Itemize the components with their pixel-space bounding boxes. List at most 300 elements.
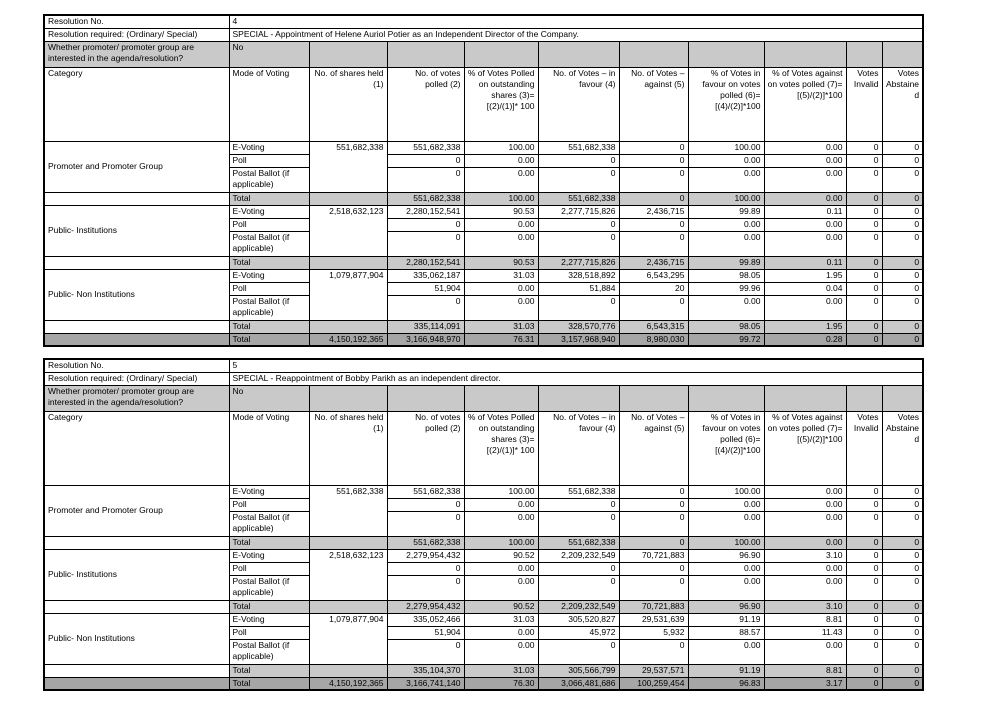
polled-cell: 335,104,370 (387, 664, 464, 677)
polled-cell: 0 (387, 575, 464, 600)
polled-cell: 0 (387, 511, 464, 536)
total-label-cell: Total (229, 536, 309, 549)
polled-cell: 0 (387, 498, 464, 511)
polled-cell: 335,052,466 (387, 613, 464, 626)
polled-cell: 2,279,954,432 (387, 600, 464, 613)
col-header-invalid: Votes Invalid (846, 411, 882, 485)
favour-cell: 551,682,338 (538, 141, 619, 154)
polled-cell: 551,682,338 (387, 141, 464, 154)
abstained-cell: 0 (882, 511, 923, 536)
total-label-cell: Total (229, 600, 309, 613)
against-cell: 2,436,715 (619, 205, 688, 218)
against-cell: 0 (619, 575, 688, 600)
pct-favour-cell: 0.00 (688, 218, 764, 231)
favour-cell: 551,682,338 (538, 485, 619, 498)
polled-cell: 0 (387, 167, 464, 192)
against-cell: 0 (619, 295, 688, 320)
against-cell: 70,721,883 (619, 549, 688, 562)
col-header-pct-against: % of Votes against on votes polled (7)=[(5)/(2)]*100 (764, 67, 846, 141)
col-header-pct-polled: % of Votes Polled on outstanding shares (3)=[(2)/(1)]* 100 (464, 67, 538, 141)
mode-cell: E-Voting (229, 549, 309, 562)
resolution-table (43, 14, 924, 347)
abstained-cell: 0 (882, 626, 923, 639)
invalid-cell: 0 (846, 613, 882, 626)
favour-cell: 0 (538, 218, 619, 231)
shares-held-cell: 2,518,632,123 (309, 549, 387, 600)
promoter-row-blank-cell (688, 385, 764, 411)
total-label-cell: Total (229, 320, 309, 333)
polled-cell: 51,904 (387, 282, 464, 295)
against-cell: 29,531,639 (619, 613, 688, 626)
promoter-row-blank-cell (538, 41, 619, 67)
against-cell: 0 (619, 218, 688, 231)
pct-against-cell: 0.00 (764, 192, 846, 205)
promoter-row-blank-cell (309, 385, 387, 411)
pct-favour-cell: 0.00 (688, 562, 764, 575)
pct-favour-cell: 0.00 (688, 575, 764, 600)
abstained-cell: 0 (882, 320, 923, 333)
col-header-pct-favour: % of Votes in favour on votes polled (6)=[(4)/(2)]*100 (688, 67, 764, 141)
abstained-cell: 0 (882, 231, 923, 256)
polled-cell: 551,682,338 (387, 536, 464, 549)
promoter-row-blank-cell (764, 385, 846, 411)
shares-held-cell: 551,682,338 (309, 485, 387, 536)
pct-polled-cell: 90.52 (464, 549, 538, 562)
pct-against-cell: 0.00 (764, 218, 846, 231)
pct-polled-cell: 90.53 (464, 205, 538, 218)
resolution-required-label: Resolution required: (Ordinary/ Special) (44, 28, 229, 41)
promoter-row-blank-cell (846, 41, 882, 67)
pct-polled-cell: 76.31 (464, 333, 538, 346)
pct-polled-cell: 0.00 (464, 282, 538, 295)
against-cell: 8,980,030 (619, 333, 688, 346)
invalid-cell: 0 (846, 498, 882, 511)
shares-held-cell: 1,079,877,904 (309, 613, 387, 664)
col-header-polled: No. of votes polled (2) (387, 67, 464, 141)
shares-held-blank-cell (309, 664, 387, 677)
against-cell: 2,436,715 (619, 256, 688, 269)
pct-favour-cell: 99.89 (688, 205, 764, 218)
pct-against-cell: 1.95 (764, 269, 846, 282)
mode-cell: E-Voting (229, 205, 309, 218)
pct-favour-cell: 99.72 (688, 333, 764, 346)
pct-against-cell: 0.11 (764, 256, 846, 269)
favour-cell: 305,566,799 (538, 664, 619, 677)
category-total-row (44, 600, 923, 613)
total-label-cell: Total (229, 664, 309, 677)
pct-against-cell: 0.28 (764, 333, 846, 346)
mode-cell: Poll (229, 562, 309, 575)
invalid-cell: 0 (846, 231, 882, 256)
against-cell: 0 (619, 562, 688, 575)
polled-cell: 0 (387, 562, 464, 575)
col-header-favour: No. of Votes – in favour (4) (538, 67, 619, 141)
shares-held-cell: 4,150,192,365 (309, 333, 387, 346)
resolution-table (43, 358, 924, 691)
against-cell: 100,259,454 (619, 677, 688, 690)
favour-cell: 2,277,715,826 (538, 205, 619, 218)
shares-held-cell: 2,518,632,123 (309, 205, 387, 256)
pct-polled-cell: 31.03 (464, 613, 538, 626)
pct-against-cell: 0.00 (764, 141, 846, 154)
abstained-cell: 0 (882, 498, 923, 511)
promoter-row-blank-cell (464, 41, 538, 67)
pct-favour-cell: 91.19 (688, 613, 764, 626)
promoter-row-blank-cell (387, 385, 464, 411)
pct-favour-cell: 0.00 (688, 639, 764, 664)
pct-polled-cell: 31.03 (464, 269, 538, 282)
abstained-cell: 0 (882, 192, 923, 205)
col-header-mode: Mode of Voting (229, 411, 309, 485)
resolution-required-value: SPECIAL - Appointment of Helene Auriol Potier as an Independent Director of the Company. (229, 28, 923, 41)
invalid-cell: 0 (846, 192, 882, 205)
invalid-cell: 0 (846, 600, 882, 613)
polled-cell: 0 (387, 639, 464, 664)
pct-polled-cell: 0.00 (464, 231, 538, 256)
resolution-required-row (44, 372, 923, 385)
against-cell: 0 (619, 639, 688, 664)
abstained-cell: 0 (882, 333, 923, 346)
polled-cell: 51,904 (387, 626, 464, 639)
invalid-cell: 0 (846, 269, 882, 282)
col-header-pct-against: % of Votes against on votes polled (7)=[(5)/(2)]*100 (764, 411, 846, 485)
promoter-row-blank-cell (764, 41, 846, 67)
abstained-cell: 0 (882, 549, 923, 562)
grand-total-row (44, 677, 923, 690)
polled-cell: 2,280,152,541 (387, 256, 464, 269)
abstained-cell: 0 (882, 256, 923, 269)
pct-against-cell: 1.95 (764, 320, 846, 333)
against-cell: 6,543,315 (619, 320, 688, 333)
mode-cell: E-Voting (229, 613, 309, 626)
against-cell: 0 (619, 167, 688, 192)
promoter-row-blank-cell (882, 385, 923, 411)
mode-row (44, 613, 923, 626)
against-cell: 0 (619, 231, 688, 256)
pct-against-cell: 0.04 (764, 282, 846, 295)
pct-against-cell: 0.00 (764, 167, 846, 192)
favour-cell: 0 (538, 562, 619, 575)
against-cell: 20 (619, 282, 688, 295)
category-blank-cell (44, 333, 229, 346)
total-label-cell: Total (229, 677, 309, 690)
category-total-row (44, 536, 923, 549)
against-cell: 0 (619, 141, 688, 154)
abstained-cell: 0 (882, 218, 923, 231)
promoter-row-blank-cell (538, 385, 619, 411)
mode-row (44, 485, 923, 498)
total-label-cell: Total (229, 256, 309, 269)
promoter-row-blank-cell (882, 41, 923, 67)
shares-held-blank-cell (309, 600, 387, 613)
invalid-cell: 0 (846, 639, 882, 664)
against-cell: 0 (619, 192, 688, 205)
pct-favour-cell: 100.00 (688, 485, 764, 498)
pct-polled-cell: 31.03 (464, 320, 538, 333)
category-cell: Public- Non Institutions (44, 613, 229, 664)
promoter-row-blank-cell (846, 385, 882, 411)
pct-against-cell: 0.00 (764, 575, 846, 600)
col-header-mode: Mode of Voting (229, 67, 309, 141)
abstained-cell: 0 (882, 282, 923, 295)
resolution-no-value: 4 (229, 15, 923, 28)
invalid-cell: 0 (846, 141, 882, 154)
promoter-question-label: Whether promoter/ promoter group are interested in the agenda/resolution? (44, 385, 229, 411)
promoter-interested-row (44, 385, 923, 411)
pct-favour-cell: 100.00 (688, 192, 764, 205)
invalid-cell: 0 (846, 664, 882, 677)
pct-against-cell: 0.11 (764, 205, 846, 218)
pct-against-cell: 0.00 (764, 154, 846, 167)
invalid-cell: 0 (846, 562, 882, 575)
invalid-cell: 0 (846, 295, 882, 320)
column-header-row (44, 67, 923, 141)
pct-against-cell: 8.81 (764, 664, 846, 677)
pct-against-cell: 0.00 (764, 498, 846, 511)
shares-held-blank-cell (309, 320, 387, 333)
col-header-category: Category (44, 67, 229, 141)
mode-cell: Poll (229, 154, 309, 167)
favour-cell: 305,520,827 (538, 613, 619, 626)
pct-polled-cell: 100.00 (464, 536, 538, 549)
pct-against-cell: 0.00 (764, 562, 846, 575)
mode-cell: E-Voting (229, 141, 309, 154)
favour-cell: 3,066,481,686 (538, 677, 619, 690)
resolution-no-value: 5 (229, 359, 923, 372)
column-header-row (44, 411, 923, 485)
col-header-against: No. of Votes – against (5) (619, 67, 688, 141)
invalid-cell: 0 (846, 320, 882, 333)
pct-against-cell: 8.81 (764, 613, 846, 626)
favour-cell: 0 (538, 167, 619, 192)
abstained-cell: 0 (882, 613, 923, 626)
invalid-cell: 0 (846, 333, 882, 346)
invalid-cell: 0 (846, 549, 882, 562)
favour-cell: 328,518,892 (538, 269, 619, 282)
pct-polled-cell: 0.00 (464, 639, 538, 664)
favour-cell: 45,972 (538, 626, 619, 639)
promoter-question-label: Whether promoter/ promoter group are interested in the agenda/resolution? (44, 41, 229, 67)
polled-cell: 335,062,187 (387, 269, 464, 282)
favour-cell: 0 (538, 498, 619, 511)
resolution-no-row (44, 359, 923, 372)
shares-held-blank-cell (309, 192, 387, 205)
pct-polled-cell: 0.00 (464, 626, 538, 639)
mode-cell: Postal Ballot (if applicable) (229, 295, 309, 320)
polled-cell: 3,166,948,970 (387, 333, 464, 346)
against-cell: 0 (619, 536, 688, 549)
pct-against-cell: 0.00 (764, 639, 846, 664)
category-cell: Promoter and Promoter Group (44, 141, 229, 192)
invalid-cell: 0 (846, 677, 882, 690)
pct-favour-cell: 88.57 (688, 626, 764, 639)
pct-favour-cell: 0.00 (688, 295, 764, 320)
abstained-cell: 0 (882, 664, 923, 677)
grand-total-row (44, 333, 923, 346)
shares-held-blank-cell (309, 536, 387, 549)
mode-cell: Postal Ballot (if applicable) (229, 231, 309, 256)
total-label-cell: Total (229, 192, 309, 205)
pct-polled-cell: 31.03 (464, 664, 538, 677)
favour-cell: 3,157,968,940 (538, 333, 619, 346)
category-total-row (44, 320, 923, 333)
pct-favour-cell: 100.00 (688, 536, 764, 549)
pct-against-cell: 0.00 (764, 231, 846, 256)
pct-against-cell: 3.10 (764, 600, 846, 613)
pct-favour-cell: 0.00 (688, 231, 764, 256)
mode-cell: Postal Ballot (if applicable) (229, 639, 309, 664)
against-cell: 5,932 (619, 626, 688, 639)
pct-polled-cell: 0.00 (464, 167, 538, 192)
pct-against-cell: 0.00 (764, 511, 846, 536)
invalid-cell: 0 (846, 218, 882, 231)
col-header-against: No. of Votes – against (5) (619, 411, 688, 485)
polled-cell: 335,114,091 (387, 320, 464, 333)
invalid-cell: 0 (846, 485, 882, 498)
mode-cell: Poll (229, 626, 309, 639)
against-cell: 6,543,295 (619, 269, 688, 282)
col-header-abstained: Votes Abstained (882, 67, 923, 141)
favour-cell: 0 (538, 575, 619, 600)
pct-favour-cell: 100.00 (688, 141, 764, 154)
invalid-cell: 0 (846, 536, 882, 549)
against-cell: 70,721,883 (619, 600, 688, 613)
abstained-cell: 0 (882, 154, 923, 167)
col-header-shares-held: No. of shares held (1) (309, 67, 387, 141)
shares-held-cell: 1,079,877,904 (309, 269, 387, 320)
pct-favour-cell: 99.89 (688, 256, 764, 269)
promoter-row-blank-cell (688, 41, 764, 67)
mode-cell: Poll (229, 218, 309, 231)
shares-held-blank-cell (309, 256, 387, 269)
resolution-no-label: Resolution No. (44, 359, 229, 372)
polled-cell: 2,279,954,432 (387, 549, 464, 562)
polled-cell: 551,682,338 (387, 192, 464, 205)
promoter-interested-row (44, 41, 923, 67)
pct-against-cell: 0.00 (764, 485, 846, 498)
pct-polled-cell: 90.53 (464, 256, 538, 269)
against-cell: 0 (619, 511, 688, 536)
promoter-row-blank-cell (309, 41, 387, 67)
category-blank-cell (44, 677, 229, 690)
pct-polled-cell: 0.00 (464, 562, 538, 575)
mode-cell: Postal Ballot (if applicable) (229, 511, 309, 536)
col-header-favour: No. of Votes – in favour (4) (538, 411, 619, 485)
col-header-category: Category (44, 411, 229, 485)
abstained-cell: 0 (882, 600, 923, 613)
col-header-abstained: Votes Abstained (882, 411, 923, 485)
total-label-cell: Total (229, 333, 309, 346)
abstained-cell: 0 (882, 536, 923, 549)
pct-polled-cell: 0.00 (464, 575, 538, 600)
pct-favour-cell: 96.90 (688, 600, 764, 613)
col-header-pct-favour: % of Votes in favour on votes polled (6)=[(4)/(2)]*100 (688, 411, 764, 485)
invalid-cell: 0 (846, 205, 882, 218)
mode-cell: Poll (229, 282, 309, 295)
against-cell: 29,537,571 (619, 664, 688, 677)
category-blank-cell (44, 536, 229, 549)
promoter-interested-value: No (229, 41, 309, 67)
pct-polled-cell: 0.00 (464, 218, 538, 231)
pct-polled-cell: 0.00 (464, 154, 538, 167)
abstained-cell: 0 (882, 141, 923, 154)
category-total-row (44, 256, 923, 269)
category-blank-cell (44, 600, 229, 613)
category-cell: Public- Institutions (44, 205, 229, 256)
pct-polled-cell: 90.52 (464, 600, 538, 613)
favour-cell: 0 (538, 231, 619, 256)
pct-favour-cell: 0.00 (688, 167, 764, 192)
favour-cell: 0 (538, 511, 619, 536)
pct-against-cell: 11.43 (764, 626, 846, 639)
abstained-cell: 0 (882, 575, 923, 600)
shares-held-cell: 551,682,338 (309, 141, 387, 192)
invalid-cell: 0 (846, 167, 882, 192)
pct-polled-cell: 100.00 (464, 141, 538, 154)
resolution-no-row (44, 15, 923, 28)
col-header-shares-held: No. of shares held (1) (309, 411, 387, 485)
category-cell: Public- Institutions (44, 549, 229, 600)
pct-against-cell: 3.17 (764, 677, 846, 690)
category-cell: Public- Non Institutions (44, 269, 229, 320)
against-cell: 0 (619, 485, 688, 498)
polled-cell: 3,166,741,140 (387, 677, 464, 690)
mode-row (44, 205, 923, 218)
abstained-cell: 0 (882, 295, 923, 320)
pct-polled-cell: 100.00 (464, 192, 538, 205)
category-blank-cell (44, 192, 229, 205)
mode-row (44, 269, 923, 282)
col-header-pct-polled: % of Votes Polled on outstanding shares (3)=[(2)/(1)]* 100 (464, 411, 538, 485)
mode-cell: Postal Ballot (if applicable) (229, 575, 309, 600)
resolution-required-row (44, 28, 923, 41)
favour-cell: 551,682,338 (538, 192, 619, 205)
favour-cell: 551,682,338 (538, 536, 619, 549)
favour-cell: 0 (538, 154, 619, 167)
mode-row (44, 141, 923, 154)
col-header-invalid: Votes Invalid (846, 67, 882, 141)
promoter-row-blank-cell (387, 41, 464, 67)
resolution-required-value: SPECIAL - Reappointment of Bobby Parikh as an independent director. (229, 372, 923, 385)
pct-favour-cell: 0.00 (688, 154, 764, 167)
pct-polled-cell: 0.00 (464, 295, 538, 320)
pct-favour-cell: 0.00 (688, 498, 764, 511)
mode-cell: E-Voting (229, 269, 309, 282)
promoter-interested-value: No (229, 385, 309, 411)
category-cell: Promoter and Promoter Group (44, 485, 229, 536)
abstained-cell: 0 (882, 639, 923, 664)
against-cell: 0 (619, 154, 688, 167)
invalid-cell: 0 (846, 575, 882, 600)
polled-cell: 2,280,152,541 (387, 205, 464, 218)
category-total-row (44, 192, 923, 205)
favour-cell: 0 (538, 639, 619, 664)
pct-favour-cell: 96.83 (688, 677, 764, 690)
invalid-cell: 0 (846, 626, 882, 639)
pct-against-cell: 0.00 (764, 536, 846, 549)
abstained-cell: 0 (882, 562, 923, 575)
pct-against-cell: 0.00 (764, 295, 846, 320)
pct-favour-cell: 98.05 (688, 269, 764, 282)
favour-cell: 328,570,776 (538, 320, 619, 333)
abstained-cell: 0 (882, 205, 923, 218)
favour-cell: 2,209,232,549 (538, 600, 619, 613)
category-total-row (44, 664, 923, 677)
polled-cell: 0 (387, 218, 464, 231)
mode-cell: E-Voting (229, 485, 309, 498)
col-header-polled: No. of votes polled (2) (387, 411, 464, 485)
abstained-cell: 0 (882, 269, 923, 282)
